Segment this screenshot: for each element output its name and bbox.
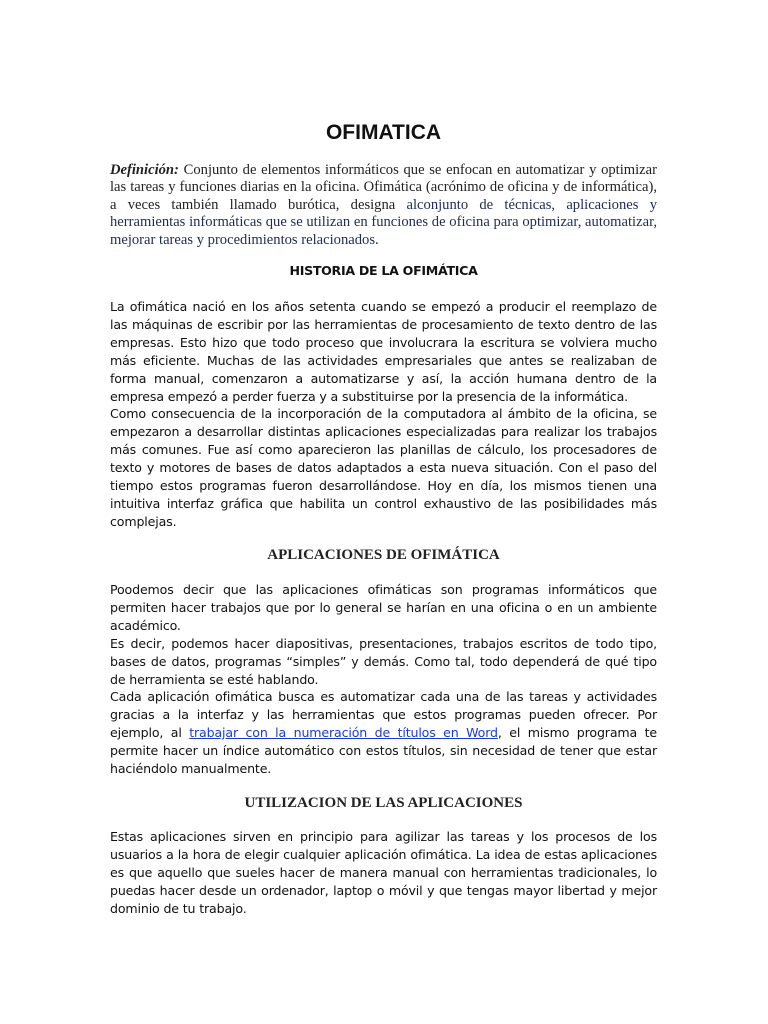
utilizacion-section <box>110 828 657 918</box>
definition-highlight-text: alconjunto de técnicas, aplicaciones y herramientas informáticas que se utilizan en funciones de oficina para optimizar, automatizar, mejorar tareas y procedimientos relacionados <box>110 196 657 248</box>
definition-paragraph <box>110 162 657 249</box>
heading-historia: HISTORIA DE LA OFIMÁTICA <box>289 263 478 278</box>
aplicaciones-paragraph-3 <box>110 688 657 778</box>
definition-text: Conjunto de elementos informáticos que se enfocan en automatizar y optimizar las tareas y funciones diarias en la oficina. Ofimática (acrónimo de oficina y de informática), a veces también llamado burótica, designa <box>110 162 657 213</box>
document-title: OFIMATICA <box>325 121 442 144</box>
aplicaciones-p3-text: Cada aplicación ofimática busca es automatizar cada una de las tareas y actividades gracias a la interfaz y las herramientas que estos programas pueden ofrecer. Por ejemplo, al <box>110 689 657 741</box>
aplicaciones-p3-text-end: , el mismo programa te permite hacer un índice automático con estos títulos, sin necesidad de tener que estar haciéndolo manualmente. <box>110 725 657 777</box>
aplicaciones-paragraph-1: Poodemos decir que las aplicaciones ofimáticas son programas informáticos que permiten hacer trabajos que por lo general se harían en una oficina o en un ambiente académico. <box>110 582 657 633</box>
utilizacion-paragraph-1: Estas aplicaciones sirven en principio para agilizar las tareas y los procesos de los usuarios a la hora de elegir cualquier aplicación ofimática. La idea de estas aplicaciones es que aquello que sueles hacer de manera manual con herramientas tradicionales, lo puedas hacer desde un ordenador, laptop o móvil y que tengas mayor libertad y mejor dominio de tu trabajo. <box>110 829 657 916</box>
heading-utilizacion: UTILIZACION DE LAS APLICACIONES <box>244 795 523 811</box>
definition-end: . <box>375 231 379 248</box>
historia-section <box>110 298 657 531</box>
aplicaciones-paragraph-2: Es decir, podemos hacer diapositivas, presentaciones, trabajos escritos de todo tipo, bases de datos, programas “simples” y demás. Como tal, todo dependerá de qué tipo de herramienta se esté hablando. <box>110 635 657 687</box>
historia-paragraph-1: La ofimática nació en los años setenta cuando se empezó a producir el reemplazo de las máquinas de escribir por las herramientas de procesamiento de texto dentro de las empresas. Esto hizo que todo proceso que involucrara la escritura se volviera mucho más eficiente. Muchas de las actividades empresariales que antes se realizaban de forma manual, comenzaron a automatizarse y así, la acción humana dentro de la empresa empezó a perder fuerza y a substituirse por la presencia de la informática. <box>110 299 657 404</box>
word-numbering-link[interactable]: trabajar con la numeración de títulos en Word <box>189 725 498 741</box>
definition-label: Definición: <box>110 162 179 178</box>
heading-aplicaciones: APLICACIONES DE OFIMÁTICA <box>267 547 500 563</box>
aplicaciones-section <box>110 581 657 778</box>
historia-paragraph-2: Como consecuencia de la incorporación de la computadora al ámbito de la oficina, se empezaron a desarrollar distintas aplicaciones especializadas para realizar los trabajos más comunes. Fue así como aparecieron las planillas de cálculo, los procesadores de texto y motores de bases de datos adaptados a esta nueva situación. Con el paso del tiempo estos programas fueron desarrollándose. Hoy en día, los mismos tienen una intuitiva interfaz gráfica que habilita un control exhaustivo de las posibilidades más complejas. <box>110 406 657 529</box>
